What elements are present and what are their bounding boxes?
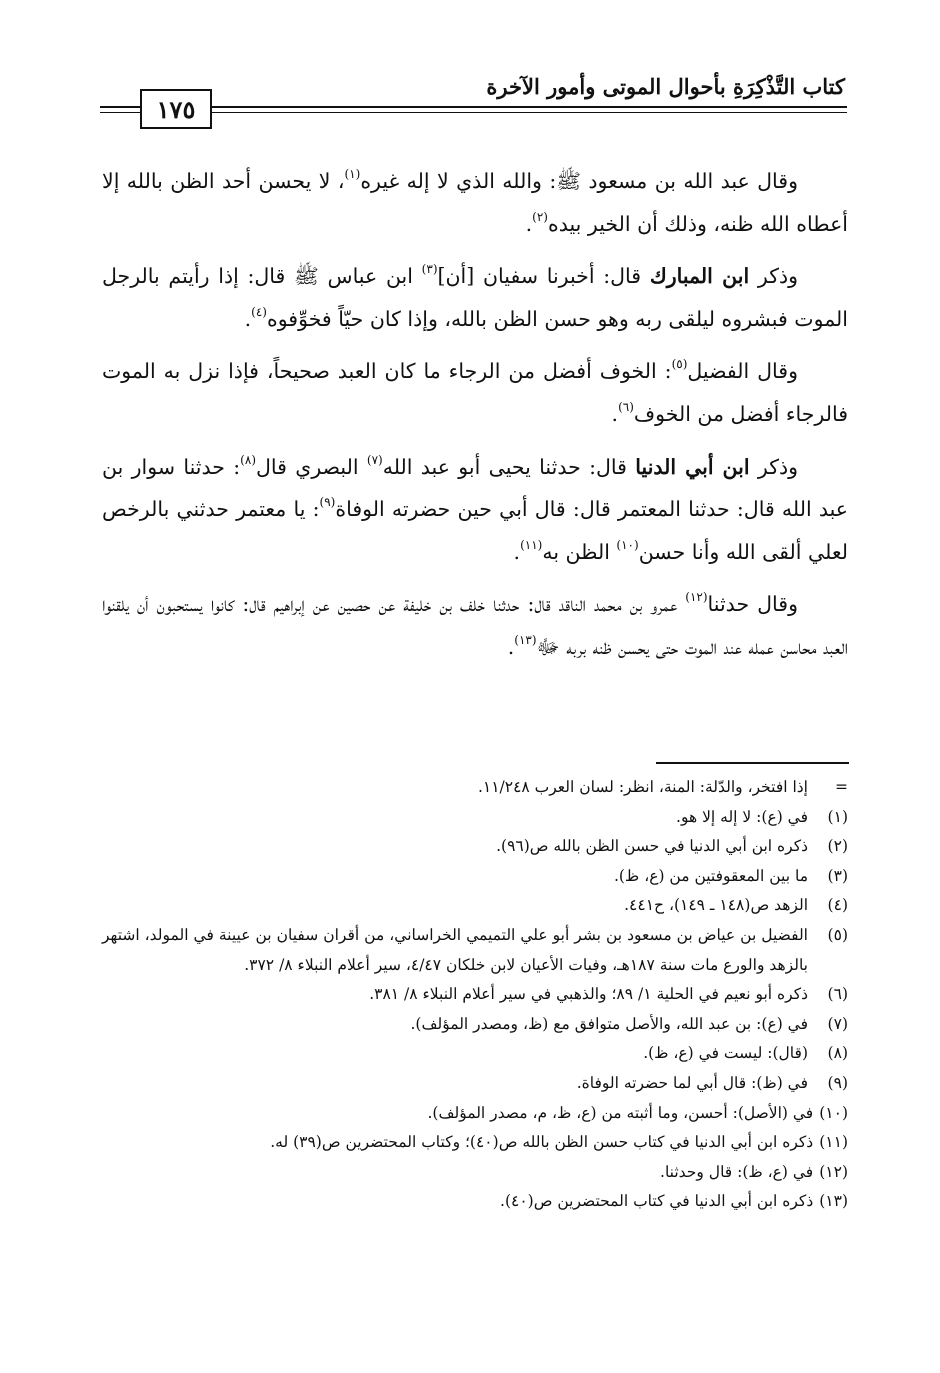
paragraph-5 (102, 583, 848, 668)
footnote-text: في (ظ): قال أبي لما حضرته الوفاة. (576, 1073, 808, 1092)
footnote-ref: (١٣) (514, 632, 537, 647)
text-run: قال: حدثنا يحيى أبو عبد الله (382, 454, 636, 479)
header-rule-thin (100, 112, 847, 113)
text-run: وذكر (749, 264, 799, 289)
text-run: ، لا يحسن أحد الظن بالله إلا أعطاه الله ظنه، وذلك أن الخير بيده (102, 169, 848, 236)
footnote (102, 1158, 848, 1188)
running-header-title: كتاب التَّذْكِرَةِ بأحوال الموتى وأمور الآخرة (486, 74, 845, 99)
footnote (102, 773, 848, 803)
footnote-ref: (١١) (520, 537, 543, 552)
footnote-number: (٧) (827, 1014, 848, 1033)
footnote (102, 1187, 848, 1217)
text-run: البصري قال (256, 454, 367, 479)
footnote-ref: (١٠) (616, 537, 639, 552)
footnote-number: (١١) (819, 1133, 848, 1152)
footnote (102, 1039, 848, 1069)
footnote-ref: (٤) (251, 304, 267, 319)
footnote-number: (٨) (827, 1044, 848, 1063)
footnote-number: (١) (827, 807, 848, 826)
footnote (102, 803, 848, 833)
footnote-number: (٢) (827, 837, 848, 856)
text-run: وقال حدثنا (707, 592, 798, 617)
footnote-ref: (٦) (618, 399, 634, 414)
footnote (102, 921, 848, 980)
footnote-ref: (٧) (366, 452, 383, 467)
footnote (102, 1128, 848, 1158)
text-run: عمرو بن محمد الناقد قال: حدثنا خلف بن خليفة عن حصين عن إبراهيم قال: كانوا يستحبون أن يلقنوا العبد محاسن عمله عند الموت حتى يحسن ظنه بربه ﷻ (102, 592, 848, 659)
footnote-number: (٣) (827, 866, 848, 885)
footnote-text: ما بين المعقوفتين من (ع، ظ). (613, 866, 808, 885)
text-run: . (525, 211, 533, 236)
footnote (102, 862, 848, 892)
footnote (102, 832, 848, 862)
paragraph-4 (102, 446, 848, 574)
footnote-number: (١٣) (819, 1192, 848, 1211)
paragraph-3 (102, 350, 848, 435)
footnote-text: ذكره ابن أبي الدنيا في كتاب المحتضرين ص(٤٠). (500, 1192, 814, 1211)
footnote-ref: (١) (344, 167, 361, 181)
footnote-text: في (الأصل): أحسن، وما أثبته من (ع، ظ، م، مصدر المؤلف). (427, 1103, 814, 1122)
text-run: وذكر (749, 454, 798, 479)
text-run: الظن به (542, 539, 617, 564)
footnote-text: الزهد ص(١٤٨ ـ ١٤٩)، ح٤٤١. (624, 896, 808, 915)
footnote-ref: (٢) (532, 209, 548, 224)
text-run: قال: أخبرنا سفيان [أن] (437, 264, 650, 289)
paragraph-2 (102, 255, 848, 340)
text-run: . (507, 634, 515, 659)
footnote (102, 1069, 848, 1099)
footnote-separator (656, 762, 849, 764)
footnote-ref: (١٢) (685, 590, 708, 605)
footnote-number: (٩) (827, 1073, 848, 1092)
cited-author: ابن أبي الدنيا (635, 454, 750, 479)
footnote-number: (٦) (827, 985, 848, 1004)
header-rule-thick (100, 106, 847, 108)
footnote-text: ذكره أبو نعيم في الحلية ١/ ٨٩؛ والذهبي في سير أعلام النبلاء ٨/ ٣٨١. (369, 985, 808, 1004)
footnote-text: الفضيل بن عياض بن مسعود بن بشر أبو علي التميمي الخراساني، من أقران سفيان بن عيينة في المولد، اشتهر بالزهد والورع مات سنة ١٨٧هـ، وفيات الأعيان لابن خلكان ٤/٤٧، سير أعلام النبلاء ٨/ ٣٧٢. (102, 925, 808, 974)
footnote-text: في (ع): بن عبد الله، والأصل متوافق مع (ظ، ومصدر المؤلف). (410, 1014, 808, 1033)
paragraph-1 (102, 160, 848, 245)
footnote-text: إذا افتخر، والدّلة: المنة، انظر: لسان العرب ١١/٢٤٨. (477, 778, 808, 796)
text-run: : الخوف أفضل من الرجاء ما كان العبد صحيحاً، فإذا نزل به الموت فالرجاء أفضل من الخوف (102, 359, 848, 426)
text-run: وقال الفضيل (687, 359, 798, 384)
footnote-ref: (٨) (240, 452, 256, 467)
footnote-text: (قال): ليست في (ع، ظ). (643, 1044, 808, 1063)
text-run: . (244, 306, 252, 331)
footnote-number: (٥) (827, 925, 848, 944)
text-run: . (513, 539, 521, 564)
footnote-number: (٤) (827, 896, 848, 915)
text-run: . (611, 401, 619, 426)
footnote-number: = (835, 778, 848, 796)
footnotes (102, 773, 848, 1217)
footnote-ref: (٩) (319, 495, 336, 510)
footnote-ref: (٣) (421, 262, 438, 277)
main-text (102, 160, 848, 679)
footnote (102, 1010, 848, 1040)
footnote-ref: (٥) (671, 357, 688, 372)
footnote-text: ذكره ابن أبي الدنيا في حسن الظن بالله ص(٩٦). (496, 837, 808, 856)
footnote (102, 1099, 848, 1129)
footnote-text: ذكره ابن أبي الدنيا في كتاب حسن الظن بالله ص(٤٠)؛ وكتاب المحتضرين ص(٣٩) له. (270, 1133, 814, 1152)
text-run: وقال عبد الله بن مسعود ﷺ: والله الذي لا إله غيره (360, 169, 798, 193)
cited-author: ابن المبارك (649, 264, 750, 289)
footnote-number: (١٠) (819, 1103, 848, 1122)
footnote (102, 980, 848, 1010)
page-number: ١٧٥ (140, 89, 212, 129)
footnote (102, 891, 848, 921)
text-run: ابن عباس ﷺ قال: إذا رأيتم بالرجل الموت فبشروه ليلقى ربه وهو حسن الظن بالله، وإذا كان حيّاً فخوِّفوه (102, 264, 848, 331)
text-run: : حدثنا سوار بن عبد الله قال: حدثنا المعتمر قال: قال أبي حين حضرته الوفاة (102, 454, 848, 522)
text-run: : يا معتمر حدثني بالرخص لعلي ألقى الله وأنا حسن (102, 497, 848, 564)
footnote-text: في (ع، ظ): قال وحدثنا. (660, 1162, 814, 1181)
footnote-number: (١٢) (819, 1162, 848, 1181)
footnote-text: في (ع): لا إله إلا هو. (676, 807, 808, 826)
